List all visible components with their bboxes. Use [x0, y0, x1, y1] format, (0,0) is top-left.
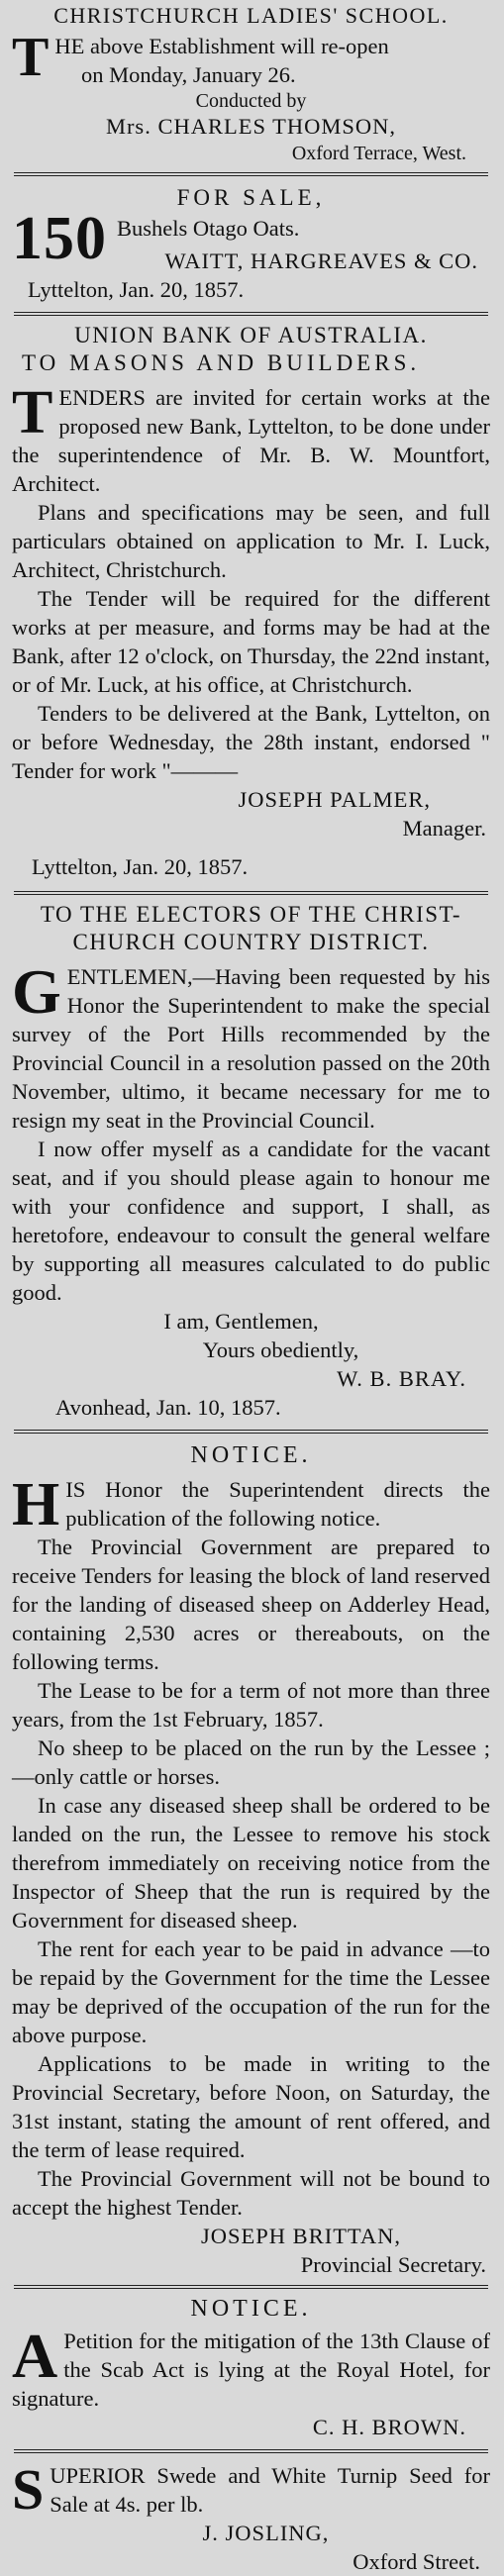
ad-paragraph: I now offer myself as a candidate for the vacant seat, and if you should please again to honour me with your confidence and support, I shall, as heretofore, endeavour to consult the general welfare by supporting all measures calculated to do public good.: [12, 1137, 490, 1305]
ad-role: Provincial Secretary.: [300, 2252, 486, 2277]
ad-paragraph: UPERIOR Swede and White Turnip Seed for Sale at 4s. per lb.: [50, 2463, 490, 2517]
ad-for-sale: [12, 176, 490, 304]
ad-paragraph: The Lease to be for a term of not more than three years, from the 1st February, 1857.: [12, 1678, 490, 1732]
ad-paragraph: ENTLEMEN,—Having been requested by his Honor the Superintendent to make the special survey of the Port Hills recommended by the Provincial Council in a resolution passed on the 20th November, ultimo, it became necessary for me to resign my seat in the Provincial Council.: [12, 964, 490, 1133]
ad-text: Bushels Otago Oats.: [117, 216, 300, 241]
ad-paragraph: In case any diseased sheep shall be ordered to be landed on the run, the Lessee to remove his stock therefrom immediately on receiving notice from the Inspector of Sheep that the run is required by the Government for diseased sheep.: [12, 1793, 490, 1932]
ad-turnip-seed: [12, 2453, 490, 2576]
ad-date: Avonhead, Jan. 10, 1857.: [55, 1395, 281, 1420]
ad-paragraph: Plans and specifications may be seen, and full particulars obtained on application to Mr. I. Luck, Architect, Christchurch.: [12, 500, 490, 582]
ad-closing: Yours obediently,: [202, 1338, 359, 1362]
ad-address: Oxford Street.: [353, 2549, 480, 2574]
ad-paragraph: The Provincial Government will not be bound to accept the highest Tender.: [12, 2166, 490, 2220]
ad-notice-superintendent: [12, 1434, 490, 2279]
drop-cap: H: [12, 1471, 60, 1538]
ad-title: NOTICE.: [190, 2296, 312, 2322]
ad-signer: WAITT, HARGREAVES & CO.: [164, 248, 478, 273]
ad-paragraph: The rent for each year to be paid in advance —to be repaid by the Government for the time the Lessee may be deprived of the occupation of the run for the above purpose.: [12, 1936, 490, 2047]
ad-paragraph: Petition for the mitigation of the 13th Clause of the Scab Act is lying at the Royal Hotel, for signature.: [12, 2328, 490, 2411]
ad-title: TO THE ELECTORS OF THE CHRIST-CHURCH COUNTRY DISTRICT.: [40, 902, 462, 954]
drop-cap: S: [12, 2457, 45, 2522]
ad-signer: JOSEPH PALMER,: [238, 787, 431, 812]
ad-paragraph: ENDERS are invited for certain works at the proposed new Bank, Lyttelton, to be done under the superintendence of Mr. B. W. Mountfort, Architect.: [12, 385, 490, 496]
ad-role: Manager.: [402, 816, 486, 841]
ad-notice-petition: [12, 2289, 490, 2441]
ad-subtitle: TO MASONS AND BUILDERS.: [22, 350, 421, 375]
drop-cap: T: [12, 379, 53, 446]
ad-signer: Mrs. CHARLES THOMSON,: [105, 114, 397, 139]
ad-signer: JOSEPH BRITTAN,: [201, 2224, 401, 2248]
ad-date: Lyttelton, Jan. 20, 1857.: [28, 277, 245, 302]
ad-signer: W. B. BRAY.: [337, 1366, 466, 1391]
ad-paragraph: No sheep to be placed on the run by the Lessee ;—only cattle or horses.: [12, 1735, 490, 1789]
ad-paragraph: The Tender will be required for the different works at per measure, and forms may be had at the Bank, after 12 o'clock, on Thursday, the 22nd instant, or of Mr. Luck, at his office, at Christchurch.: [12, 586, 490, 697]
ad-closing: I am, Gentlemen,: [163, 1309, 319, 1334]
ad-address: Oxford Terrace, West.: [291, 143, 466, 164]
ad-ladies-school: [12, 0, 490, 166]
ad-paragraph: The Provincial Government are prepared to receive Tenders for leasing the block of land reserved for the landing of diseased sheep on Adderley Head, containing 2,530 acres or thereabouts, on the following terms.: [12, 1535, 490, 1674]
ad-text: on Monday, January 26.: [81, 62, 296, 87]
ad-date: Lyttelton, Jan. 20, 1857.: [32, 854, 249, 879]
ad-text: HE above Establishment will re-open: [54, 34, 389, 58]
ad-paragraph: Tenders to be delivered at the Bank, Lyttelton, on or before Wednesday, the 28th instant, endorsed " Tender for work "———: [12, 701, 490, 783]
ad-union-bank: [12, 316, 490, 881]
quantity-number: 150: [12, 205, 107, 272]
ad-title: CHRISTCHURCH LADIES' SCHOOL.: [53, 3, 449, 28]
ad-title: FOR SALE,: [176, 185, 326, 210]
ad-electors: [12, 895, 490, 1422]
drop-cap: A: [12, 2321, 58, 2391]
ad-signer: J. JOSLING,: [202, 2521, 330, 2545]
drop-cap: T: [12, 27, 50, 88]
ad-signer: C. H. BROWN.: [312, 2415, 466, 2439]
ad-paragraph: IS Honor the Superintendent directs the publication of the following notice.: [65, 1477, 490, 1531]
drop-cap: G: [12, 956, 61, 1027]
ad-title: NOTICE.: [190, 1442, 312, 1468]
ad-title: UNION BANK OF AUSTRALIA.: [74, 323, 428, 347]
ad-paragraph: Applications to be made in writing to the Provincial Secretary, before Noon, on Saturday, the 31st instant, stating the amount of rent offered, and the term of lease required.: [12, 2051, 490, 2162]
ad-text: Conducted by: [195, 90, 307, 112]
